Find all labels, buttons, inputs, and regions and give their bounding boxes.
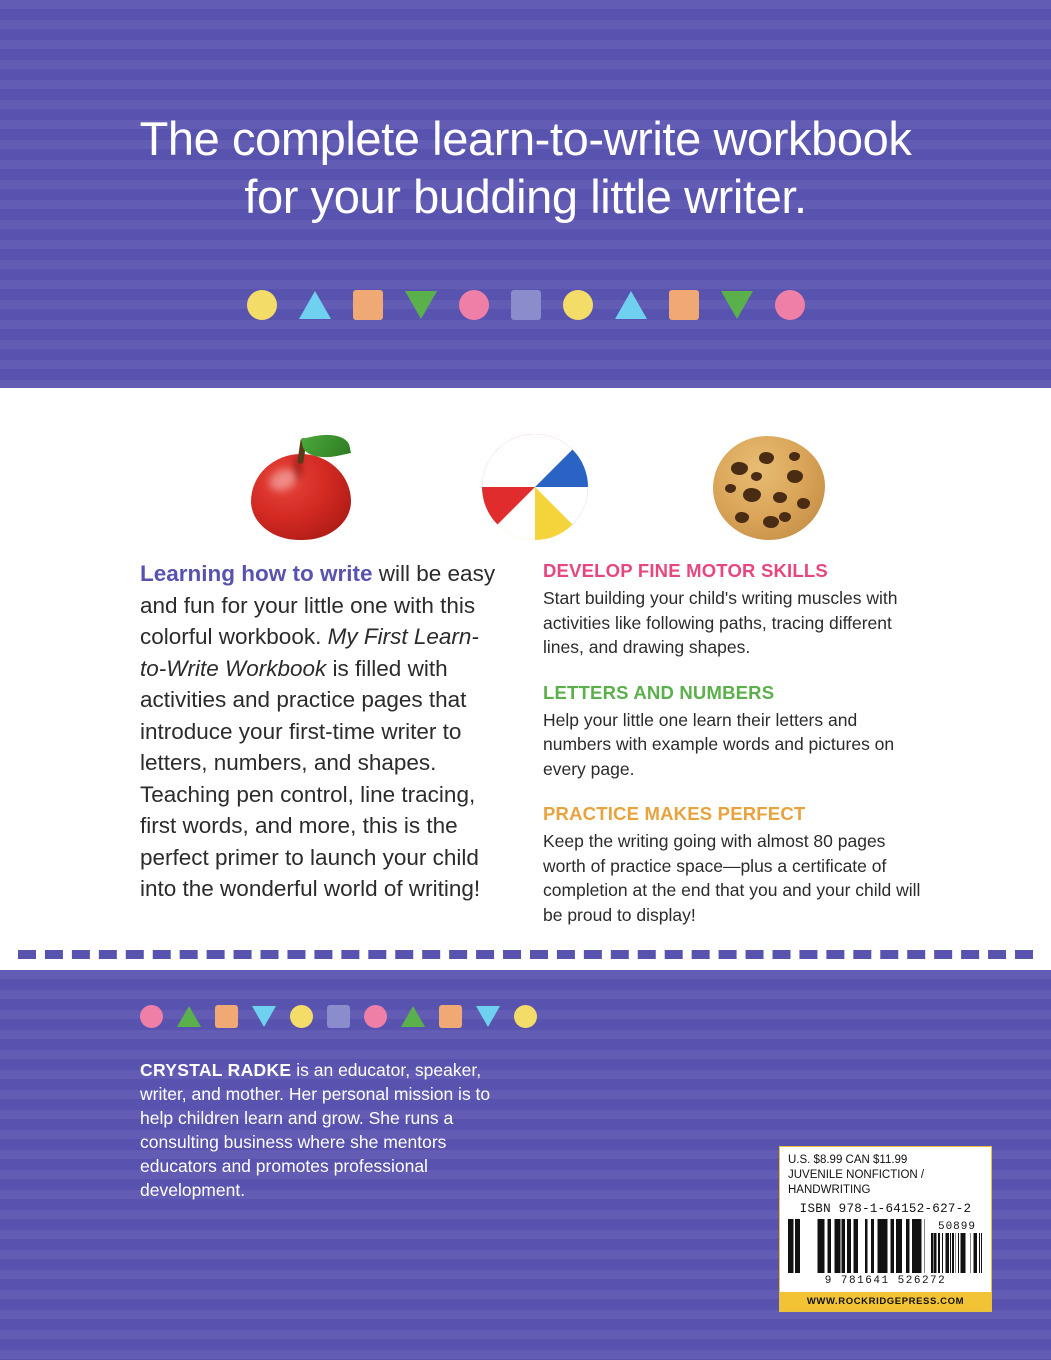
addon-bars xyxy=(931,1233,983,1273)
shape-top-square-8 xyxy=(669,290,699,320)
barcode-meta xyxy=(780,1147,991,1200)
shape-top-square-2 xyxy=(353,290,383,320)
feature-heading-3: PRACTICE MAKES PERFECT xyxy=(543,803,806,824)
description-part-1: will be easy and fun for your little one with this colorful workbook. xyxy=(140,561,496,649)
shape-bottom-triangle-up-7 xyxy=(401,1006,425,1027)
feature-item-2 xyxy=(543,682,921,782)
isbn-text: ISBN 978-1-64152-627-2 xyxy=(799,1202,972,1216)
shape-top-circle-6 xyxy=(563,290,593,320)
shape-top-circle-4 xyxy=(459,290,489,320)
shape-bottom-circle-0 xyxy=(140,1005,163,1028)
shape-top-triangle-up-7 xyxy=(615,291,647,319)
shape-top-triangle-up-1 xyxy=(299,291,331,319)
shape-top-triangle-down-9 xyxy=(721,291,753,319)
shape-bottom-square-8 xyxy=(439,1005,462,1028)
shape-bottom-circle-6 xyxy=(364,1005,387,1028)
shape-bottom-triangle-down-3 xyxy=(252,1006,276,1027)
beach-ball-photo xyxy=(482,434,588,540)
shape-divider-bottom xyxy=(140,1005,537,1028)
ean-digits: 9 781641 526272 xyxy=(824,1275,947,1287)
publisher-website: WWW.ROCKRIDGEPRESS.COM xyxy=(780,1292,991,1311)
shape-top-triangle-down-3 xyxy=(405,291,437,319)
ean-bars xyxy=(788,1219,925,1273)
page-title xyxy=(40,110,1011,226)
description-part-2: is filled with activities and practice pages that introduce your first-time writer to letters, numbers, and shapes. Teaching pen control, line tracing, first words, and more, this is the perfect primer to launch your child into the wonderful world of writing! xyxy=(140,655,481,901)
shape-top-circle-0 xyxy=(247,290,277,320)
price-line: U.S. $8.99 CAN $11.99 xyxy=(788,1154,908,1166)
headline-line-1: The complete learn-to-write workbook xyxy=(139,112,912,165)
shape-bottom-square-5 xyxy=(327,1005,350,1028)
author-name: CRYSTAL RADKE xyxy=(140,1060,292,1080)
shape-bottom-triangle-up-1 xyxy=(177,1006,201,1027)
shape-bottom-square-2 xyxy=(215,1005,238,1028)
cookie-photo xyxy=(713,436,825,540)
barcode-bars-row xyxy=(780,1219,991,1273)
feature-heading-1: DEVELOP FINE MOTOR SKILLS xyxy=(543,560,828,581)
description-lead: Learning how to write xyxy=(140,561,373,586)
shape-bottom-triangle-down-9 xyxy=(476,1006,500,1027)
feature-item-3 xyxy=(543,803,921,927)
feature-heading-2: LETTERS AND NUMBERS xyxy=(543,681,775,703)
top-purple-panel xyxy=(0,0,1051,388)
barcode-block xyxy=(779,1146,992,1312)
dashed-divider-bottom xyxy=(18,950,1033,959)
feature-body-1: Start building your child's writing muscles with activities like following paths, tracing different lines, and drawing shapes. xyxy=(543,588,898,657)
category-line: JUVENILE NONFICTION / HANDWRITING xyxy=(788,1169,925,1196)
apple-photo xyxy=(245,432,357,540)
addon-digits: 50899 xyxy=(937,1221,976,1233)
shape-bottom-circle-4 xyxy=(290,1005,313,1028)
book-title: My First Learn-to-Write Workbook xyxy=(140,624,479,681)
shape-top-circle-10 xyxy=(775,290,805,320)
shape-top-square-5 xyxy=(511,290,541,320)
shape-divider-top xyxy=(0,290,1051,320)
author-bio xyxy=(140,1058,510,1202)
headline-line-2: for your budding little writer. xyxy=(244,170,807,223)
description-paragraph xyxy=(140,558,500,905)
ean-barcode xyxy=(788,1219,925,1273)
feature-body-3: Keep the writing going with almost 80 pages worth of practice space—plus a certificate of completion at the end that you and your child will be proud to display! xyxy=(543,831,921,925)
ball-highlight xyxy=(500,446,534,468)
photo-row xyxy=(245,425,825,540)
feature-body-2: Help your little one learn their letters and numbers with example words and pictures on every page. xyxy=(543,709,895,779)
author-bio-text: is an educator, speaker, writer, and mother. Her personal mission is to help children learn and grow. She runs a consulting business where she mentors educators and promotes professional development. xyxy=(140,1060,491,1200)
shape-bottom-circle-10 xyxy=(514,1005,537,1028)
addon-barcode xyxy=(931,1221,983,1273)
feature-list xyxy=(543,560,921,927)
feature-item-1 xyxy=(543,560,921,660)
